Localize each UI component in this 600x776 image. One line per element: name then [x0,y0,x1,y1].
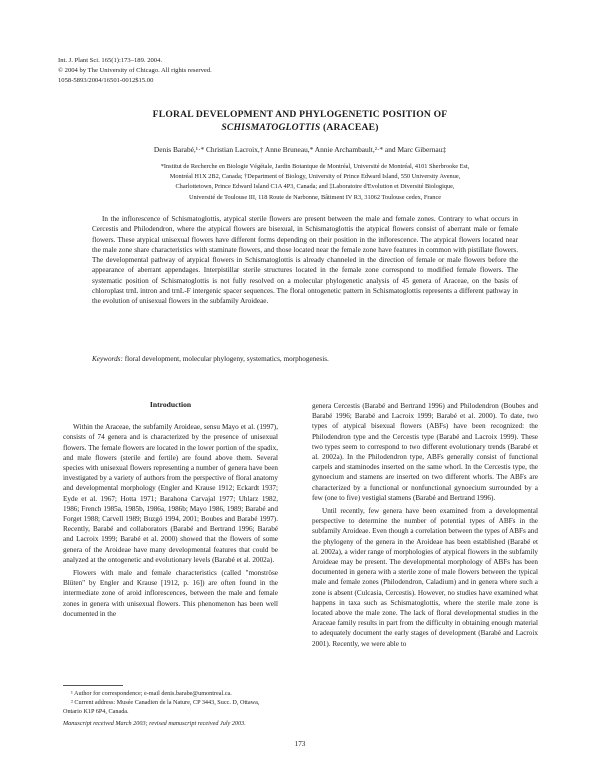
affiliation-line: Université de Toulouse III, 118 Route de Narbonne, Bâtiment IV R3, 31062 Toulouse cedex, France [188,193,442,201]
footnote: ¹ Author for correspondence; e-mail denis.barabe@umontreal.ca. [71,690,232,697]
section-heading-introduction: Introduction [149,400,192,409]
affiliation-line: Charlottetown, Prince Edward Island C1A 4P3, Canada; and ‡Laboratoire d'Evolution et Diversité Biologique, [175,183,455,191]
affiliation-line: *Institut de Recherche en Biologie Végétale, Jardin Botanique de Montréal, Université de Montréal, 4101 Sherbrooke Est, [160,163,470,170]
title-line-2 [60,121,540,134]
page-number: 173 [294,740,306,748]
body-paragraph: Until recently, few genera have been examined from a developmental perspective to determine the number of potential types of ABFs in the subfamily Aroideae. Even though a correlation between the types of ABFs and the phylogeny of the genera in the Aroideae has been established (Barabé et al. 2002a), a wider range of morphologies of atypical flowers in the subfamily Aroideae may be present. The developmental morphology of ABFs has been documented in genera with a sterile zone of male flowers between the typical male and female zones (Philodendron, Caladium) and in genera where such a zone is absent (Culcasia, Cercestis). However, no studies have examined what happens in taxa such as Schismatoglottis, where the sterile male zone is located above the male zone. The lack of floral developmental studies in the Araceae family results in part from the difficulty in obtaining enough material to adequately document the early stages of development (Barabé and Lacroix 2001). Recently, we were able to [312,507,538,648]
author-list: Denis Barabé,¹·* Christian Lacroix,† Anne Bruneau,* Annie Archambault,²·* and Marc Gibernau‡ [153,145,447,154]
manuscript-note: Manuscript received March 2003; revised manuscript received July 2003. [63,719,246,727]
journal-issn: 1058-5893/2004/16501-0012$15.00 [58,77,154,84]
journal-header [58,56,212,86]
affiliations [80,162,550,203]
journal-copyright: © 2004 by The University of Chicago. All rights reserved. [58,67,212,74]
article-title [60,108,540,134]
affiliation-line: Montréal H1X 2B2, Canada; †Department of Biology, University of Prince Edward Island, 550 University Avenue, [169,173,461,181]
abstract: In the inflorescence of Schismatoglottis, atypical sterile flowers are present between the male and female zones. Contrary to what occurs in Cercestis and Philodendron, where the atypical flowers are bisexual, in Schismatoglottis the atypical flowers consist of aberrant male or female flowers. These atypical unisexual flowers have different forms depending on their position in the inflorescence. The atypical flowers located near the male zone share characteristics with staminate flowers, and those located near the female zone have features in common with pistillate flowers. The developmental pathway of atypical flowers in Schismatoglottis is already channeled in the direction of female or male flowers before the appearance of aberrant appendages. Interpistillar sterile structures located in the female zone correspond to modified female flowers. The systematic position of Schismatoglottis is not fully resolved on a molecular phylogenetic analysis of 45 genera of Araceae, on the basis of chloroplast trnL intron and trnL-F intergenic spacer sequences. The floral ontogenetic pattern in Schismatoglottis represents a different pathway in the evolution of unisexual flowers in the subfamily Aroideae. [92,215,518,306]
body-paragraph: genera Cercestis (Barabé and Bertrand 1996) and Philodendron (Boubes and Barabé 1996; Barabé and Lacroix 1999; Barabé et al. 2000). To date, two types of atypical bisexual flowers (ABFs) have been recognized: the Philodendron type and the Cercestis type (Barabé and Lacroix 1999). These two types seem to correspond to two different evolutionary trends (Barabé et al. 2002a). In the Philodendron type, ABFs generally consist of functional carpels and staminodes inserted on the same whorl. In the Cercestis type, the gynoecium and stamens are inserted on two different whorls. The ABFs are characterized by a functional or nonfunctional gynoecium surrounded by a few (one to five) vestigial stamens (Barabé and Bertrand 1996). [312,402,538,502]
keywords-label: Keywords: [92,355,123,363]
body-paragraph: Within the Araceae, the subfamily Aroideae, sensu Mayo et al. (1997), consists of 74 genera and is characterized by the presence of unisexual flowers. The female flowers are located in the lower portion of the spadix, and male flowers (sterile and fertile) are found above them. Several species with unisexual flowers representing a number of genera have been investigated by a variety of authors from the perspective of floral anatomy and developmental morphology (Engler and Krause 1912; Eckardt 1937; Eyde et al. 1967; Hotta 1971; Barahona Carvajal 1977; Uhlarz 1982, 1986; French 1985a, 1985b, 1986a, 1986b; Mayo 1986, 1989; Barabé and Forget 1988; Carvell 1989; Buzgó 1994, 2001; Boubes and Barabé 1997). Recently, Barabé and collaborators (Barabé and Bertrand 1996; Barabé and Lacroix 1999; Barabé et al. 2000) showed that the flowers of some genera of the Aroideae have many developmental features that could be analyzed at the ontogenetic and evolutionary levels (Barabé et al. 2002a). [63,423,278,564]
footnote: ² Current address: Musée Canadien de la Nature, CP 3443, Succ. D, Ottawa, Ontario K1P 6P4, Canada. [63,699,260,716]
right-column [312,401,538,649]
footnote-rule [63,685,123,686]
title-line-1: FLORAL DEVELOPMENT AND PHYLOGENETIC POSITION OF [152,109,448,120]
keywords [92,355,518,363]
title-family: (ARACEAE) [320,122,379,133]
body-paragraph: Flowers with male and female characteristics (called "monströse Blüten" by Engler and Krause [1912, p. 16]) are often found in the intermediate zone of aroid inflorescences, between the male and female zones in genera with unisexual flowers. This phenomenon has been well documented in the [63,569,278,618]
title-genus: SCHISMATOGLOTTIS [221,122,321,133]
footnotes [63,685,278,728]
journal-citation: Int. J. Plant Sci. 165(1):173–189. 2004. [58,57,163,64]
keywords-text: floral development, molecular phylogeny, systematics, morphogenesis. [122,355,329,363]
left-column [63,400,278,619]
